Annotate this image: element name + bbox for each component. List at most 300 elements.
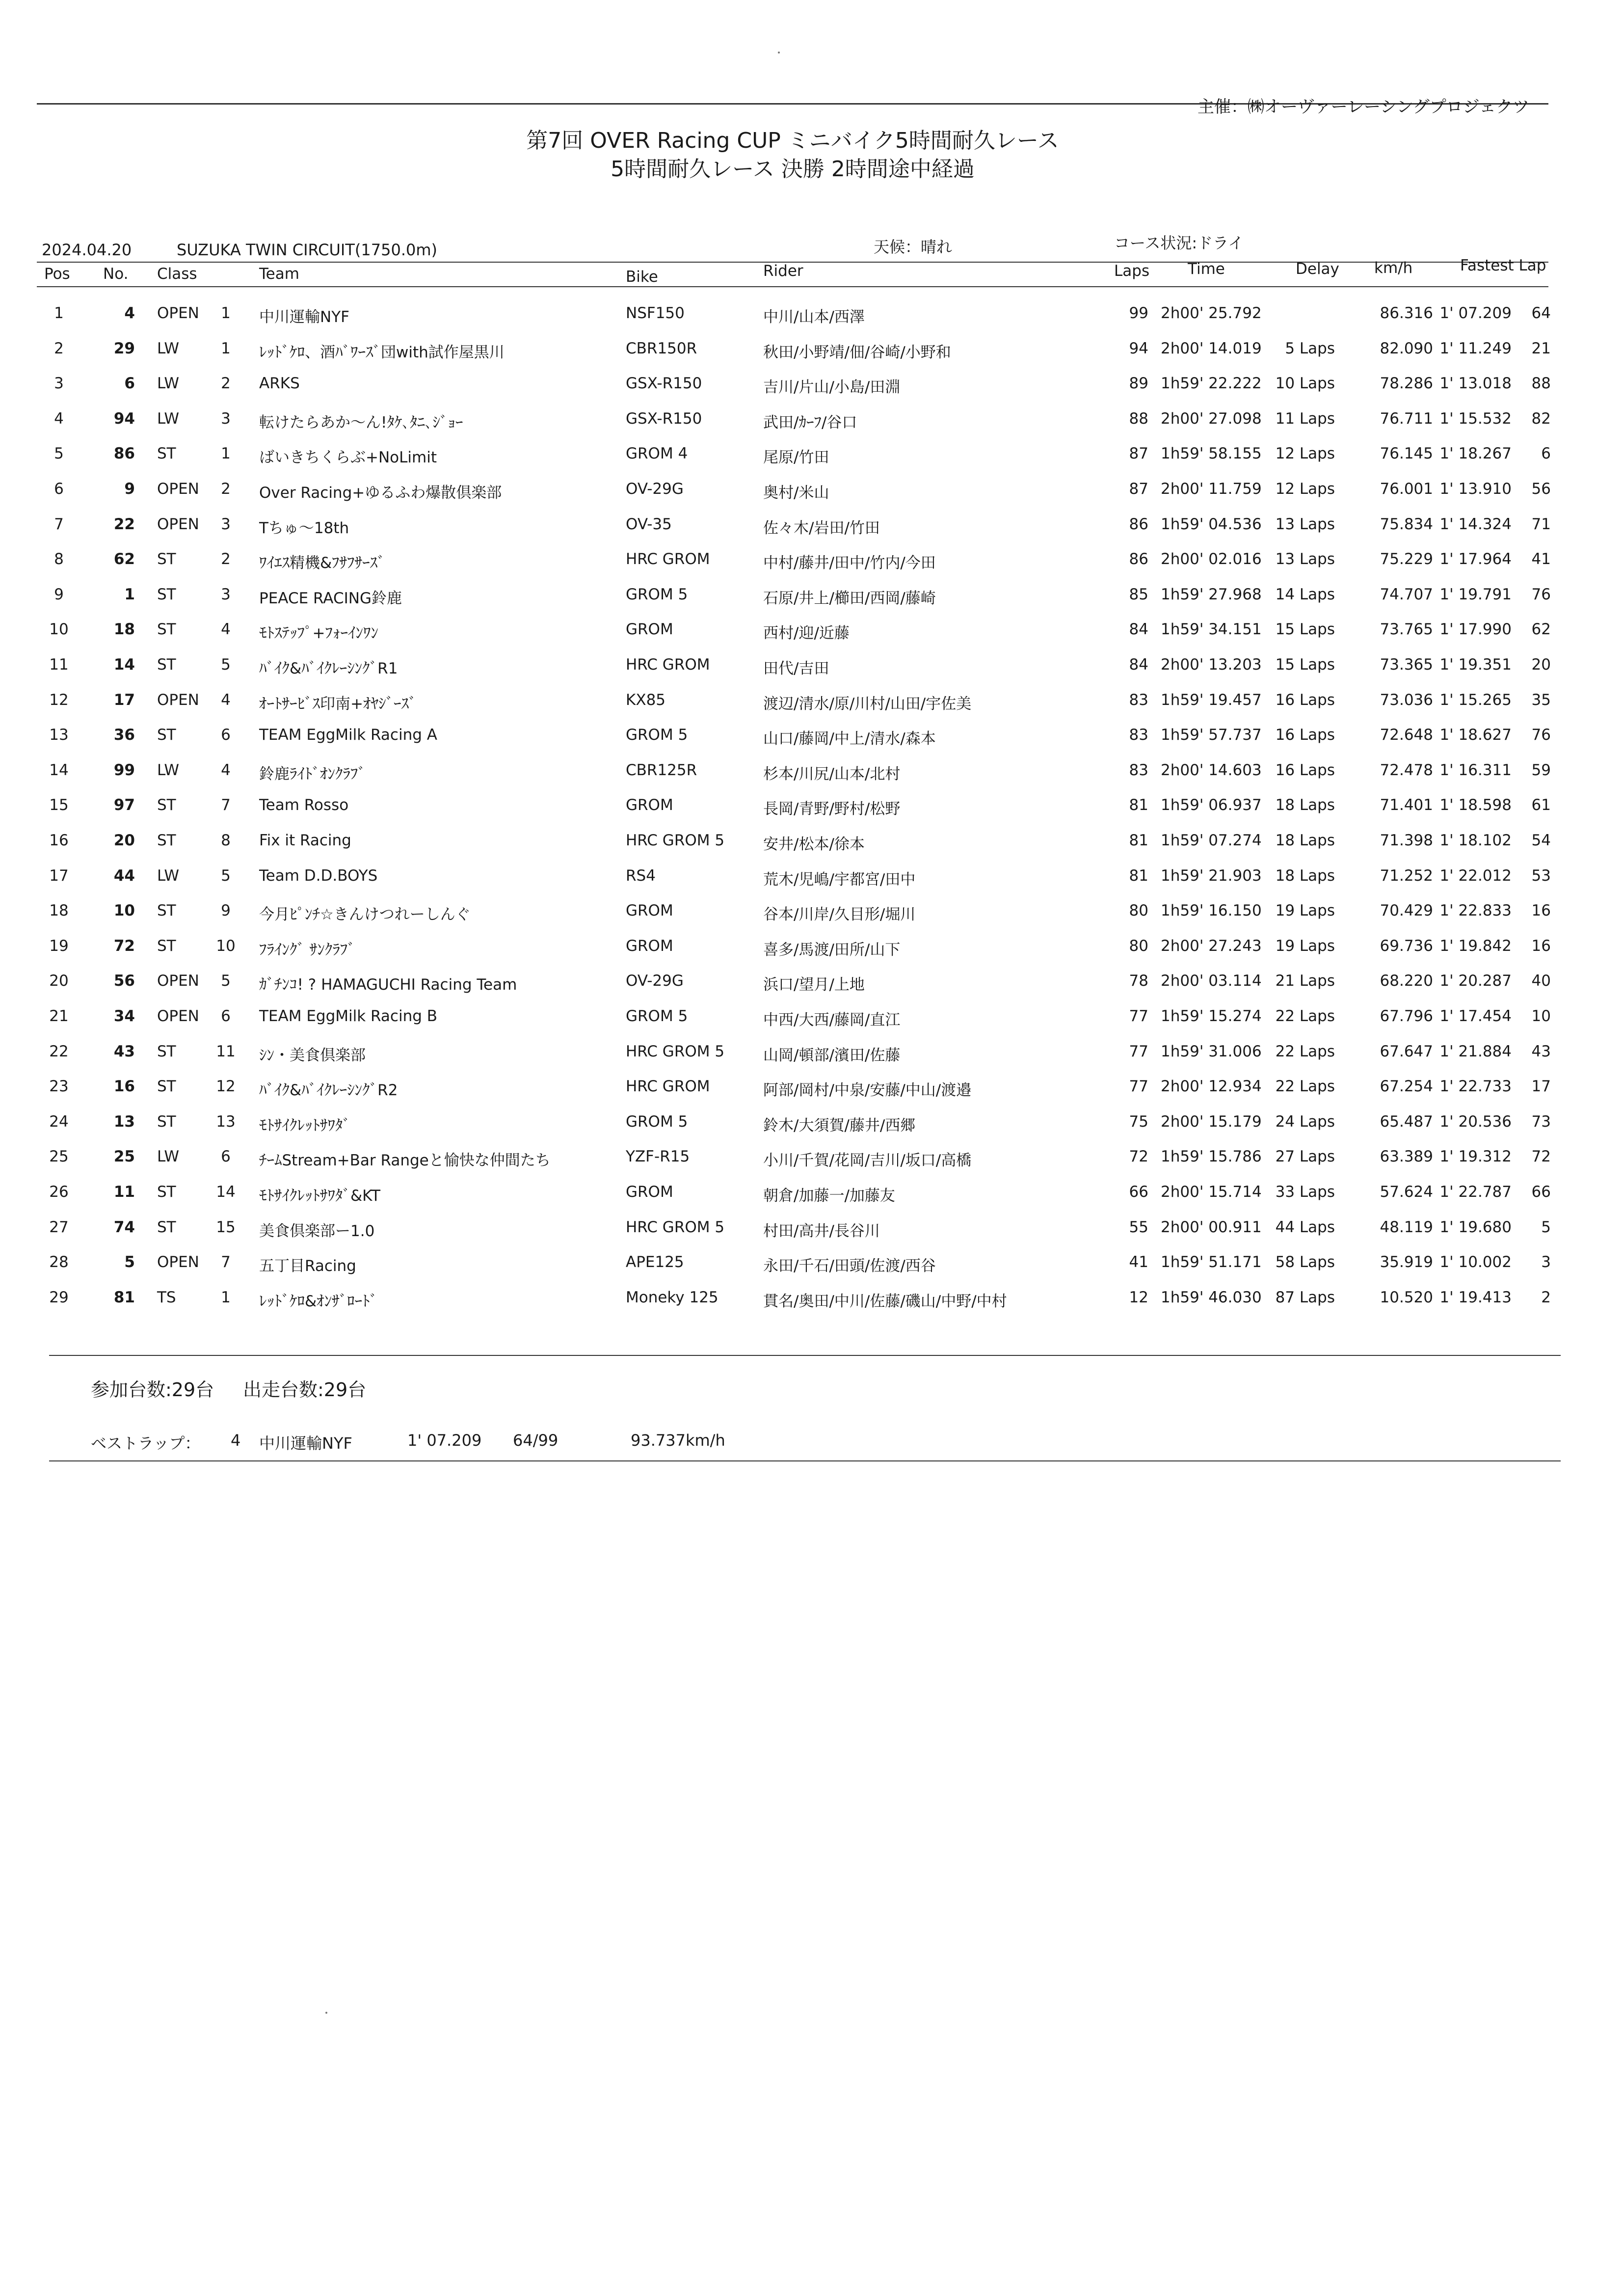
table-row: [0, 691, 1623, 726]
cell-time: 2h00' 14.603: [1161, 761, 1262, 779]
cell-time: 2h00' 14.019: [1161, 340, 1262, 357]
cell-time: 1h59' 04.536: [1161, 515, 1262, 533]
cell-pos: 4: [54, 410, 64, 428]
cell-pos: 8: [54, 550, 64, 568]
best-lap-label: ベストラップ：: [91, 1434, 201, 1453]
cell-delay: 19 Laps: [1275, 937, 1335, 955]
cell-delay: 13 Laps: [1275, 515, 1335, 533]
cell-class: ST: [157, 1183, 176, 1201]
cell-time: 2h00' 03.114: [1161, 972, 1262, 990]
cell-fastest-time: 1' 13.910: [1439, 480, 1512, 498]
cell-class-pos: 1: [221, 340, 231, 357]
cell-team: ﾁｰﾑStream+Bar Rangeと愉快な仲間たち: [259, 1152, 551, 1169]
cell-class: LW: [157, 1148, 180, 1165]
cell-time: 1h59' 16.150: [1161, 902, 1262, 919]
cell-laps: 86: [1129, 550, 1148, 568]
table-row: [0, 410, 1623, 445]
cell-class: ST: [157, 1078, 176, 1095]
cell-time: 1h59' 58.155: [1161, 445, 1262, 462]
cell-rider: 鈴木/大須賀/藤井/西郷: [763, 1117, 916, 1134]
cell-rider: 浜口/望月/上地: [763, 976, 865, 994]
cell-delay: 15 Laps: [1275, 621, 1335, 638]
cell-rider: 奥村/米山: [763, 484, 829, 502]
cell-rider: 小川/千賀/花岡/吉川/坂口/高橋: [763, 1152, 972, 1169]
cell-fastest-time: 1' 11.249: [1439, 340, 1512, 357]
cell-no: 22: [113, 515, 135, 533]
cell-fastest-lap: 16: [1531, 937, 1551, 955]
cell-delay: 18 Laps: [1275, 832, 1335, 849]
cell-team: ﾓﾄｻｲｸﾚｯﾄｻﾜﾀﾞ: [259, 1117, 350, 1134]
cell-laps: 88: [1129, 410, 1148, 428]
table-row: [0, 586, 1623, 621]
table-bottom-rule: [49, 1355, 1561, 1356]
cell-class-pos: 7: [221, 1253, 231, 1271]
cell-fastest-time: 1' 20.536: [1439, 1113, 1512, 1131]
cell-fastest-lap: 3: [1541, 1253, 1551, 1271]
cell-pos: 21: [49, 1007, 69, 1025]
cell-bike: OV-29G: [626, 972, 684, 990]
cell-bike: GROM: [626, 1183, 673, 1201]
cell-no: 86: [113, 445, 135, 462]
cell-time: 1h59' 57.737: [1161, 726, 1262, 744]
cell-class: TS: [157, 1289, 176, 1306]
cell-rider: 吉川/片山/小島/田淵: [763, 378, 901, 396]
cell-fastest-lap: 35: [1531, 691, 1551, 709]
cell-fastest-lap: 17: [1531, 1078, 1551, 1095]
cell-bike: GROM: [626, 902, 673, 919]
cell-team: Fix it Racing: [259, 832, 351, 849]
cell-fastest-lap: 53: [1531, 867, 1551, 885]
col-header-no: No.: [103, 265, 129, 283]
cell-no: 6: [124, 375, 135, 392]
cell-kmh: 48.119: [1380, 1218, 1433, 1236]
cell-pos: 29: [49, 1289, 69, 1306]
cell-rider: 佐々木/岩田/竹田: [763, 519, 880, 537]
cell-fastest-time: 1' 19.413: [1439, 1289, 1512, 1306]
cell-class: ST: [157, 656, 176, 674]
table-row: [0, 1043, 1623, 1078]
cell-fastest-time: 1' 10.002: [1439, 1253, 1512, 1271]
cell-class: OPEN: [157, 1007, 199, 1025]
cell-fastest-time: 1' 21.884: [1439, 1043, 1512, 1060]
cell-class: ST: [157, 902, 176, 919]
cell-laps: 80: [1129, 937, 1148, 955]
cell-fastest-lap: 64: [1531, 304, 1551, 322]
cell-pos: 23: [49, 1078, 69, 1095]
cell-pos: 22: [49, 1043, 69, 1060]
cell-kmh: 86.316: [1380, 304, 1433, 322]
cell-laps: 84: [1129, 621, 1148, 638]
cell-class: ST: [157, 445, 176, 462]
cell-time: 2h00' 12.934: [1161, 1078, 1262, 1095]
cell-class: ST: [157, 796, 176, 814]
table-row: [0, 1183, 1623, 1218]
cell-time: 1h59' 31.006: [1161, 1043, 1262, 1060]
cell-delay: 13 Laps: [1275, 550, 1335, 568]
cell-time: 2h00' 25.792: [1161, 304, 1262, 322]
cell-bike: HRC GROM: [626, 550, 710, 568]
col-header-rider: Rider: [763, 262, 803, 280]
cell-rider: 山口/藤岡/中上/清水/森本: [763, 730, 936, 748]
cell-kmh: 71.401: [1380, 796, 1433, 814]
cell-kmh: 71.398: [1380, 832, 1433, 849]
cell-laps: 72: [1129, 1148, 1148, 1165]
cell-class-pos: 4: [221, 621, 231, 638]
cell-bike: APE125: [626, 1253, 684, 1271]
cell-fastest-time: 1' 18.627: [1439, 726, 1512, 744]
cell-fastest-lap: 21: [1531, 340, 1551, 357]
cell-time: 1h59' 34.151: [1161, 621, 1262, 638]
cell-class: LW: [157, 761, 180, 779]
cell-no: 25: [113, 1148, 135, 1165]
cell-laps: 84: [1129, 656, 1148, 674]
cell-class: LW: [157, 375, 180, 392]
cell-fastest-time: 1' 18.267: [1439, 445, 1512, 462]
title-line-2: 5時間耐久レース 決勝 2時間途中経過: [611, 157, 975, 182]
cell-time: 1h59' 07.274: [1161, 832, 1262, 849]
cell-kmh: 67.254: [1380, 1078, 1433, 1095]
cell-time: 2h00' 11.759: [1161, 480, 1262, 498]
organizer-label: 主催：㈱オーヴァーレーシングプロジェクツ: [1197, 97, 1530, 117]
cell-pos: 13: [49, 726, 69, 744]
cell-delay: 15 Laps: [1275, 656, 1335, 674]
cell-class: OPEN: [157, 304, 199, 322]
cell-delay: 87 Laps: [1275, 1289, 1335, 1306]
cell-laps: 87: [1129, 445, 1148, 462]
cell-delay: 12 Laps: [1275, 480, 1335, 498]
cell-pos: 24: [49, 1113, 69, 1131]
cell-time: 1h59' 46.030: [1161, 1289, 1262, 1306]
cell-class: LW: [157, 867, 180, 885]
title-line-1: 第7回 OVER Racing CUP ミニバイク5時間耐久レース: [526, 128, 1059, 153]
cell-laps: 81: [1129, 796, 1148, 814]
cell-kmh: 82.090: [1380, 340, 1433, 357]
col-header-laps: Laps: [1114, 262, 1150, 280]
cell-delay: 16 Laps: [1275, 726, 1335, 744]
cell-fastest-lap: 10: [1531, 1007, 1551, 1025]
cell-bike: HRC GROM: [626, 1078, 710, 1095]
cell-class-pos: 6: [221, 1007, 231, 1025]
cell-laps: 83: [1129, 726, 1148, 744]
cell-rider: 安井/松本/徐本: [763, 836, 865, 853]
cell-bike: HRC GROM 5: [626, 832, 725, 849]
cell-laps: 85: [1129, 586, 1148, 603]
best-lap-lap: 64/99: [513, 1431, 559, 1450]
cell-pos: 7: [54, 515, 64, 533]
cell-class: ST: [157, 726, 176, 744]
cell-laps: 83: [1129, 761, 1148, 779]
cell-bike: GROM 5: [626, 586, 688, 603]
cell-class: ST: [157, 1113, 176, 1131]
cell-rider: 杉本/川尻/山本/北村: [763, 765, 901, 783]
cell-delay: 12 Laps: [1275, 445, 1335, 462]
cell-kmh: 57.624: [1380, 1183, 1433, 1201]
cell-team: ﾌﾗｲﾝｸﾞ ｻﾝｸﾗﾌﾞ: [259, 941, 355, 959]
cell-no: 20: [113, 832, 135, 849]
cell-pos: 26: [49, 1183, 69, 1201]
cell-team: ﾊﾞｲｸ&ﾊﾞｲｸﾚｰｼﾝｸﾞR1: [259, 660, 398, 677]
cell-class: LW: [157, 410, 180, 428]
cell-fastest-time: 1' 22.733: [1439, 1078, 1512, 1095]
cell-team: 五丁目Racing: [259, 1257, 356, 1275]
cell-fastest-lap: 20: [1531, 656, 1551, 674]
cell-team: Tちゅ～18th: [259, 519, 349, 537]
cell-delay: 16 Laps: [1275, 691, 1335, 709]
cell-class-pos: 10: [216, 937, 236, 955]
cell-laps: 75: [1129, 1113, 1148, 1131]
cell-laps: 87: [1129, 480, 1148, 498]
col-header-fastest-lap: Fastest Lap: [1460, 257, 1546, 274]
table-row: [0, 902, 1623, 937]
table-row: [0, 832, 1623, 866]
cell-team: Team D.D.BOYS: [259, 867, 378, 885]
table-row: [0, 1253, 1623, 1288]
cell-team: TEAM EggMilk Racing B: [259, 1007, 438, 1025]
cell-rider: 貫名/奥田/中川/佐藤/磯山/中野/中村: [763, 1293, 1007, 1310]
scan-speck: [778, 52, 780, 54]
cell-rider: 長岡/青野/野村/松野: [763, 800, 901, 818]
cell-pos: 11: [49, 656, 69, 674]
cell-kmh: 75.229: [1380, 550, 1433, 568]
col-header-bike: Bike: [626, 268, 658, 286]
cell-delay: 18 Laps: [1275, 796, 1335, 814]
cell-team: ｶﾞﾁﾝｺ! ? HAMAGUCHI Racing Team: [259, 976, 517, 994]
cell-time: 2h00' 15.179: [1161, 1113, 1262, 1131]
cell-pos: 6: [54, 480, 64, 498]
cell-laps: 66: [1129, 1183, 1148, 1201]
cell-bike: GSX-R150: [626, 410, 702, 428]
cell-team: 鈴鹿ﾗｲﾄﾞｵﾝｸﾗﾌﾞ: [259, 765, 366, 783]
cell-time: 1h59' 27.968: [1161, 586, 1262, 603]
cell-class: ST: [157, 937, 176, 955]
cell-rider: 永田/千石/田頭/佐渡/西谷: [763, 1257, 936, 1275]
cell-laps: 83: [1129, 691, 1148, 709]
table-row: [0, 1007, 1623, 1042]
table-row: [0, 480, 1623, 515]
cell-fastest-time: 1' 22.012: [1439, 867, 1512, 885]
cell-no: 99: [113, 761, 135, 779]
cell-no: 74: [113, 1218, 135, 1236]
cell-no: 72: [113, 937, 135, 955]
cell-kmh: 76.001: [1380, 480, 1433, 498]
cell-laps: 55: [1129, 1218, 1148, 1236]
cell-no: 94: [113, 410, 135, 428]
cell-no: 43: [113, 1043, 135, 1060]
cell-fastest-time: 1' 17.964: [1439, 550, 1512, 568]
cell-laps: 86: [1129, 515, 1148, 533]
best-lap-speed: 93.737km/h: [631, 1431, 725, 1450]
cell-bike: NSF150: [626, 304, 685, 322]
cell-no: 56: [113, 972, 135, 990]
table-row: [0, 621, 1623, 655]
cell-team: Over Racing+ゆるふわ爆散倶楽部: [259, 484, 502, 502]
cell-laps: 77: [1129, 1007, 1148, 1025]
cell-rider: 朝倉/加藤一/加藤友: [763, 1187, 895, 1205]
table-row: [0, 1218, 1623, 1253]
cell-team: ｼﾝ・美食倶楽部: [259, 1047, 366, 1064]
cell-fastest-lap: 88: [1531, 375, 1551, 392]
cell-class-pos: 1: [221, 445, 231, 462]
cell-team: ARKS: [259, 375, 300, 392]
cell-laps: 41: [1129, 1253, 1148, 1271]
cell-time: 2h00' 15.714: [1161, 1183, 1262, 1201]
cell-rider: 田代/吉田: [763, 660, 829, 677]
cell-kmh: 67.647: [1380, 1043, 1433, 1060]
cell-rider: 西村/迎/近藤: [763, 624, 850, 642]
cell-pos: 17: [49, 867, 69, 885]
cell-laps: 77: [1129, 1043, 1148, 1060]
cell-fastest-lap: 62: [1531, 621, 1551, 638]
cell-laps: 77: [1129, 1078, 1148, 1095]
cell-laps: 81: [1129, 867, 1148, 885]
cell-kmh: 73.365: [1380, 656, 1433, 674]
cell-bike: HRC GROM: [626, 656, 710, 674]
cell-class: ST: [157, 621, 176, 638]
cell-class-pos: 3: [221, 410, 231, 428]
cell-bike: Moneky 125: [626, 1289, 718, 1306]
cell-kmh: 35.919: [1380, 1253, 1433, 1271]
cell-fastest-time: 1' 16.311: [1439, 761, 1512, 779]
table-row: [0, 972, 1623, 1007]
cell-class-pos: 2: [221, 550, 231, 568]
cell-fastest-lap: 73: [1531, 1113, 1551, 1131]
cell-delay: 10 Laps: [1275, 375, 1335, 392]
cell-time: 2h00' 02.016: [1161, 550, 1262, 568]
cell-rider: 中川/山本/西澤: [763, 308, 865, 326]
cell-delay: 19 Laps: [1275, 902, 1335, 919]
cell-rider: 武田/ｶｰﾌ/谷口: [763, 414, 857, 432]
cell-pos: 10: [49, 621, 69, 638]
cell-team: Team Rosso: [259, 796, 349, 814]
table-row: [0, 761, 1623, 796]
cell-bike: CBR125R: [626, 761, 697, 779]
cell-rider: 渡辺/清水/原/川村/山田/宇佐美: [763, 695, 972, 713]
cell-class-pos: 5: [221, 656, 231, 674]
cell-delay: 27 Laps: [1275, 1148, 1335, 1165]
cell-team: 転けたらあか～ん!ﾀｹ､ﾀﾆ､ｼﾞｮｰ: [259, 414, 463, 432]
cell-time: 2h00' 00.911: [1161, 1218, 1262, 1236]
table-row: [0, 515, 1623, 550]
cell-no: 16: [113, 1078, 135, 1095]
cell-fastest-lap: 71: [1531, 515, 1551, 533]
cell-class-pos: 8: [221, 832, 231, 849]
cell-class-pos: 7: [221, 796, 231, 814]
table-row: [0, 304, 1623, 339]
cell-class: ST: [157, 586, 176, 603]
summary-rule: [49, 1460, 1561, 1461]
cell-team: ﾚｯﾄﾞｹﾛ&ｵﾝｻﾞﾛｰﾄﾞ: [259, 1293, 378, 1310]
cell-fastest-lap: 72: [1531, 1148, 1551, 1165]
cell-kmh: 73.036: [1380, 691, 1433, 709]
cell-class: OPEN: [157, 515, 199, 533]
cell-kmh: 73.765: [1380, 621, 1433, 638]
cell-bike: HRC GROM 5: [626, 1218, 725, 1236]
cell-fastest-lap: 56: [1531, 480, 1551, 498]
cell-fastest-lap: 61: [1531, 796, 1551, 814]
cell-pos: 3: [54, 375, 64, 392]
cell-laps: 80: [1129, 902, 1148, 919]
cell-pos: 28: [49, 1253, 69, 1271]
cell-laps: 12: [1129, 1289, 1148, 1306]
cell-team: TEAM EggMilk Racing A: [259, 726, 437, 744]
cell-class-pos: 12: [216, 1078, 236, 1095]
summary-entries: 参加台数:29台: [91, 1379, 214, 1401]
cell-team: ﾓﾄｽﾃｯﾌﾟ+ﾌｫｰｲﾝﾜﾝ: [259, 624, 378, 642]
cell-fastest-lap: 76: [1531, 586, 1551, 603]
cell-bike: OV-29G: [626, 480, 684, 498]
cell-bike: GROM 5: [626, 726, 688, 744]
col-header-class: Class: [157, 265, 197, 283]
cell-delay: 44 Laps: [1275, 1218, 1335, 1236]
cell-delay: 58 Laps: [1275, 1253, 1335, 1271]
cell-class-pos: 9: [221, 902, 231, 919]
cell-team: PEACE RACING鈴鹿: [259, 590, 402, 607]
cell-laps: 89: [1129, 375, 1148, 392]
cell-class: ST: [157, 1043, 176, 1060]
cell-kmh: 72.648: [1380, 726, 1433, 744]
cell-pos: 5: [54, 445, 64, 462]
table-row: [0, 1113, 1623, 1148]
cell-class-pos: 2: [221, 375, 231, 392]
cell-kmh: 67.796: [1380, 1007, 1433, 1025]
cell-time: 2h00' 27.243: [1161, 937, 1262, 955]
cell-class: ST: [157, 550, 176, 568]
cell-class-pos: 4: [221, 691, 231, 709]
cell-no: 29: [113, 340, 135, 357]
cell-no: 14: [113, 656, 135, 674]
cell-time: 2h00' 27.098: [1161, 410, 1262, 428]
cell-time: 1h59' 15.786: [1161, 1148, 1262, 1165]
cell-fastest-lap: 59: [1531, 761, 1551, 779]
cell-pos: 16: [49, 832, 69, 849]
col-header-kmh: km/h: [1374, 259, 1413, 277]
cell-fastest-time: 1' 18.102: [1439, 832, 1512, 849]
cell-kmh: 65.487: [1380, 1113, 1433, 1131]
cell-team: ｵｰﾄｻｰﾋﾞｽ印南+ｵﾔｼﾞｰｽﾞ: [259, 695, 417, 713]
table-row: [0, 1289, 1623, 1324]
cell-fastest-lap: 41: [1531, 550, 1551, 568]
cell-kmh: 74.707: [1380, 586, 1433, 603]
table-row: [0, 445, 1623, 480]
cell-fastest-lap: 2: [1541, 1289, 1551, 1306]
cell-rider: 村田/高井/長谷川: [763, 1222, 880, 1240]
cell-fastest-time: 1' 19.680: [1439, 1218, 1512, 1236]
cell-rider: 中西/大西/藤岡/直江: [763, 1011, 901, 1029]
cell-kmh: 76.711: [1380, 410, 1433, 428]
cell-rider: 石原/井上/櫛田/西岡/藤崎: [763, 590, 936, 607]
table-row: [0, 375, 1623, 409]
cell-fastest-time: 1' 13.018: [1439, 375, 1512, 392]
cell-bike: GROM: [626, 621, 673, 638]
cell-fastest-time: 1' 18.598: [1439, 796, 1512, 814]
cell-no: 11: [113, 1183, 135, 1201]
cell-no: 34: [113, 1007, 135, 1025]
cell-delay: 11 Laps: [1275, 410, 1335, 428]
best-lap-time: 1' 07.209: [407, 1431, 482, 1450]
table-row: [0, 1078, 1623, 1112]
cell-delay: 22 Laps: [1275, 1078, 1335, 1095]
table-row: [0, 656, 1623, 691]
summary-starters: 出走台数:29台: [243, 1379, 367, 1401]
cell-class-pos: 3: [221, 586, 231, 603]
cell-pos: 19: [49, 937, 69, 955]
cell-team: ﾓﾄｻｲｸﾚｯﾄｻﾜﾀﾞ&KT: [259, 1187, 381, 1205]
cell-class-pos: 6: [221, 726, 231, 744]
cell-laps: 81: [1129, 832, 1148, 849]
cell-rider: 阿部/岡村/中泉/安藤/中山/渡邉: [763, 1081, 972, 1099]
col-header-delay: Delay: [1296, 260, 1339, 278]
cell-pos: 18: [49, 902, 69, 919]
